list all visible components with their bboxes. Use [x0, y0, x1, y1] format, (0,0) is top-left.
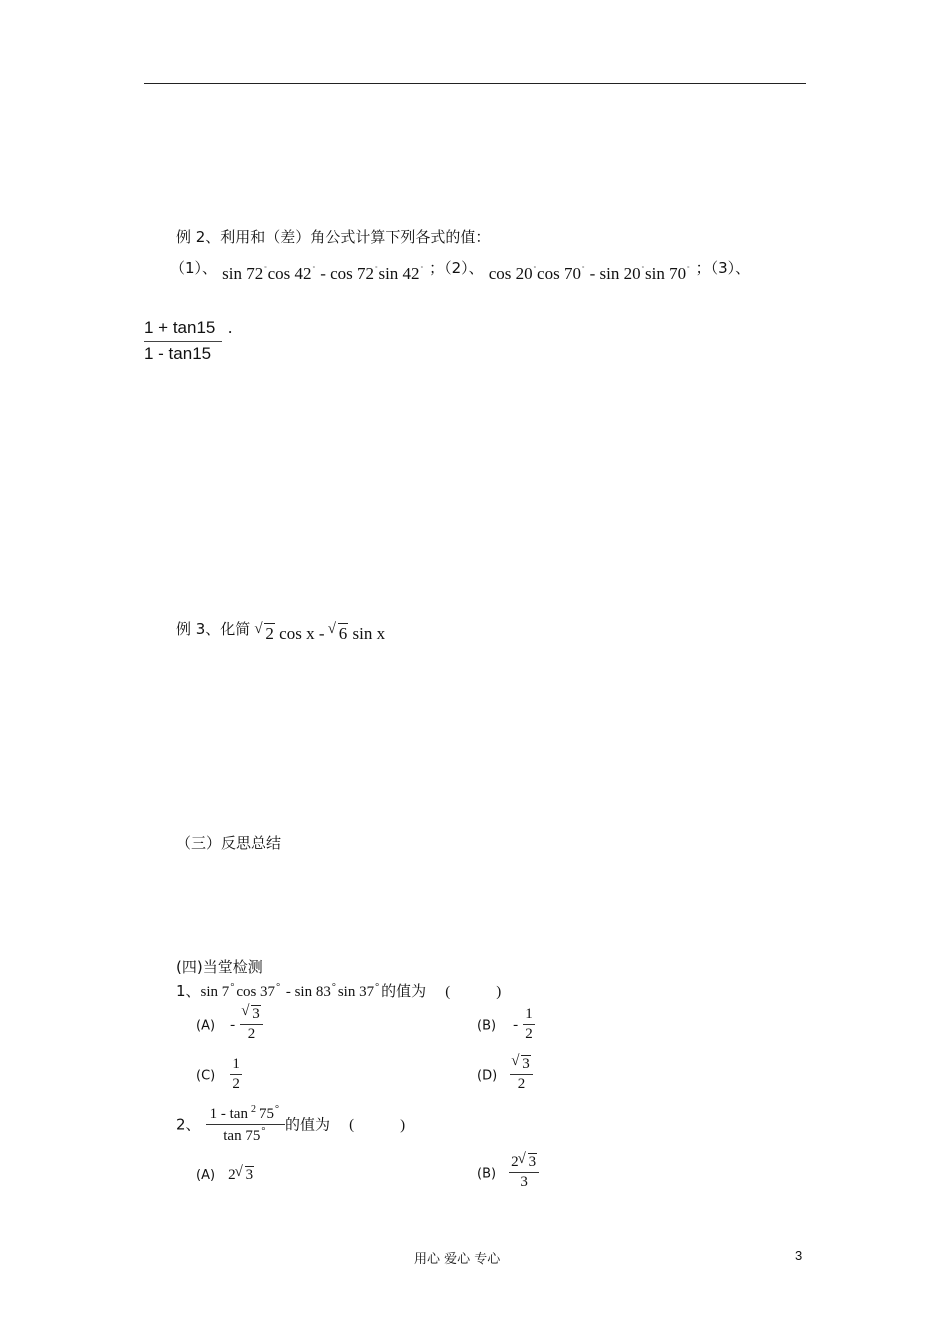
answer-paren-close: ): [496, 984, 502, 1000]
expr-term: tan 75: [223, 1128, 261, 1145]
fraction-denominator: 2: [525, 1026, 533, 1043]
fraction-numerator: 1 + tan15: [144, 318, 216, 337]
option-label: (D): [477, 1068, 498, 1084]
expr-term: cos 20: [488, 264, 533, 283]
radicand: 2: [265, 624, 274, 643]
degree-mark: °: [331, 982, 336, 993]
fraction-denominator: 2: [232, 1076, 240, 1093]
example2-item1-label: （1）、: [170, 259, 218, 277]
sqrt-symbol: [512, 1056, 531, 1073]
degree-mark: °: [276, 982, 281, 993]
fraction-bar: [144, 341, 222, 342]
example2-separator-2: ；（3）、: [695, 259, 751, 277]
example2-item2-expr: [489, 264, 691, 283]
radicand: 3: [528, 1154, 537, 1170]
fraction-numerator: [509, 1154, 539, 1173]
fraction-denominator: 2: [517, 1076, 526, 1093]
radicand: 3: [522, 1056, 530, 1072]
question1-expr: [201, 984, 382, 1000]
option-sign: -: [230, 1017, 236, 1034]
option-label: (A): [196, 1018, 216, 1034]
example2-item3-end: .: [228, 318, 233, 337]
q1-option-a: [196, 1006, 263, 1044]
fraction-numerator: 1: [523, 1006, 535, 1025]
question2-tail: 的值为: [284, 1115, 330, 1134]
option-value: [228, 1167, 254, 1183]
q2-option-a: [196, 1164, 254, 1184]
expr-term: 1 - tan: [209, 1106, 248, 1122]
degree-mark: °: [274, 1104, 279, 1115]
degree-mark: °: [533, 266, 537, 272]
degree-mark: °: [230, 982, 235, 993]
degree-mark: °: [261, 1126, 266, 1138]
q1-option-d: [477, 1056, 533, 1094]
option-fraction: [510, 1056, 533, 1094]
option-label: (C): [196, 1068, 216, 1084]
minus-sign: -: [589, 264, 596, 283]
expr-term: sin 20: [599, 264, 641, 283]
answer-paren-open: (: [445, 984, 451, 1000]
question2-fraction: [206, 1104, 285, 1146]
minus-sign: -: [320, 264, 326, 283]
radicand: 3: [252, 1006, 260, 1022]
expr-term: sin 70: [645, 264, 687, 283]
option-label: (B): [477, 1166, 497, 1182]
coefficient: 2: [228, 1167, 236, 1183]
option-fraction: [230, 1056, 242, 1094]
option-fraction: [523, 1006, 535, 1044]
degree-mark: °: [581, 266, 585, 272]
section3-heading: （三）反思总结: [176, 834, 282, 852]
expr-term: cos 42: [267, 264, 312, 283]
fraction-denominator: 3: [520, 1174, 528, 1191]
expr-term: sin x: [352, 624, 386, 643]
expr-term: cos 72: [330, 264, 375, 283]
example3-line: [176, 618, 385, 644]
fraction-denominator: 2: [247, 1026, 256, 1043]
option-fraction: [240, 1006, 263, 1044]
radicand: 3: [245, 1167, 254, 1183]
degree-mark: °: [375, 982, 380, 993]
degree-mark: °: [264, 266, 267, 272]
q1-option-b: [477, 1006, 535, 1044]
question1-line: [176, 980, 501, 1001]
q1-option-c: [196, 1056, 242, 1094]
example3-heading: 例 3、化简: [176, 620, 251, 638]
expr-term: cos 70: [537, 264, 581, 283]
example2-separator-1: ；（2）、: [429, 259, 484, 277]
expr-term: 75: [258, 1106, 274, 1122]
example2-item3-fraction: [144, 318, 222, 364]
header-rule: [144, 83, 806, 84]
question2-line: [176, 1104, 405, 1146]
coefficient: 2: [511, 1154, 519, 1170]
fraction-numerator: [510, 1056, 533, 1075]
exponent: 2: [250, 1104, 256, 1115]
question2-number: 2、: [176, 1115, 201, 1134]
radicand: 6: [338, 624, 348, 643]
degree-mark: °: [641, 266, 645, 272]
degree-mark: °: [420, 266, 423, 272]
sqrt-symbol: [255, 624, 275, 644]
section4-heading: (四)当堂检测: [176, 958, 263, 976]
page-number: 3: [795, 1248, 803, 1263]
example2-item1-expr: [222, 264, 424, 283]
question1-tail: 的值为: [381, 982, 427, 1000]
fraction-denominator: 1 - tan15: [144, 344, 212, 363]
example3-expr: [255, 624, 385, 643]
degree-mark: °: [375, 266, 378, 272]
answer-paren-open: (: [349, 1117, 355, 1134]
q2-option-b: [477, 1154, 539, 1192]
expr-term: sin 37: [337, 984, 375, 1000]
degree-mark: °: [687, 266, 690, 272]
question1-number: 1、: [176, 982, 201, 1000]
expr-term: sin 72: [222, 264, 264, 283]
sqrt-symbol: [519, 1154, 538, 1171]
sqrt-symbol: [242, 1006, 261, 1023]
expr-term: sin 42: [378, 264, 420, 283]
expr-term: sin 83: [294, 984, 331, 1000]
sqrt-symbol: [329, 624, 349, 644]
sqrt-symbol: [236, 1167, 255, 1184]
footer-motto: 用心 爱心 专心: [414, 1252, 501, 1267]
minus-sign: -: [285, 984, 291, 1000]
fraction-numerator: [206, 1104, 285, 1125]
answer-paren-close: ): [400, 1117, 406, 1134]
option-label: (B): [477, 1018, 497, 1034]
option-fraction: [509, 1154, 539, 1192]
expr-term: cos x -: [279, 624, 325, 643]
degree-mark: °: [312, 266, 315, 272]
expr-term: cos 37: [236, 984, 276, 1000]
option-label: (A): [196, 1168, 216, 1183]
example2-items-line: [170, 257, 750, 284]
fraction-denominator: [206, 1125, 285, 1145]
example2-heading: 例 2、利用和（差）角公式计算下列各式的值：: [176, 228, 491, 246]
option-sign: -: [513, 1017, 519, 1034]
fraction-numerator: 1: [230, 1056, 242, 1075]
expr-term: sin 7: [200, 984, 230, 1000]
fraction-numerator: [240, 1006, 263, 1025]
